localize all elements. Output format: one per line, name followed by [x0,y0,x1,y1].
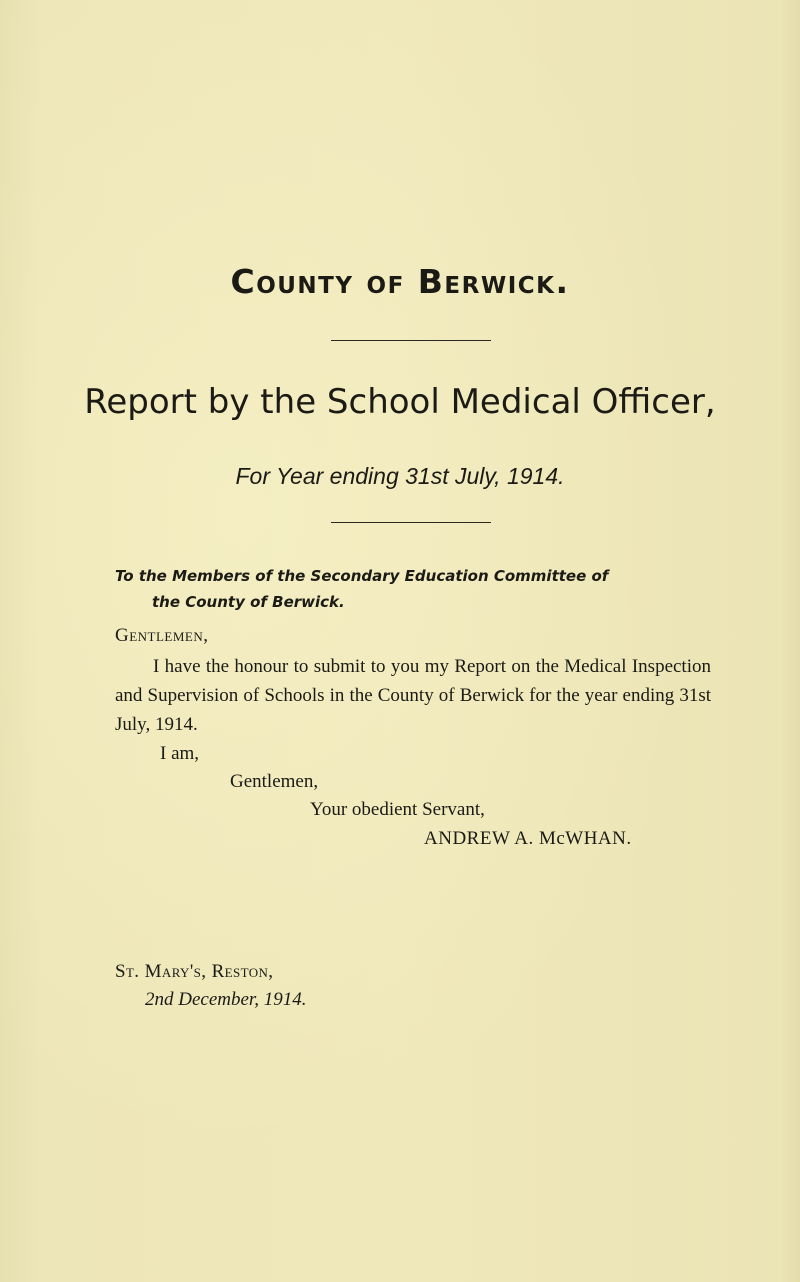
letter-date: 2nd December, 1914. [145,989,307,1010]
report-title: Report by the School Medical Officer, [84,382,716,422]
sender-place: St. Mary's, Reston, [115,961,274,982]
divider-rule [331,522,491,523]
closing-line: I am, [160,743,200,764]
salutation: Gentlemen, [115,625,209,646]
letter-body: I have the honour to submit to you my Report on the Medical Inspection and Supervision of Schools in the County of Berwick for the year ending 31st July, 1914. [115,656,711,735]
report-subtitle: For Year ending 31st July, 1914. [235,463,565,489]
addressee-line: the County of Berwick. [152,593,345,611]
signature: ANDREW A. McWHAN. [424,828,632,849]
addressee [115,563,675,615]
divider-rule [331,340,491,341]
closing-line: Gentlemen, [230,771,319,792]
addressee-line: To the Members of the Secondary Education Committee of [115,567,609,585]
closing-line: Your obedient Servant, [310,799,485,820]
county-heading: County of Berwick. [230,262,570,301]
